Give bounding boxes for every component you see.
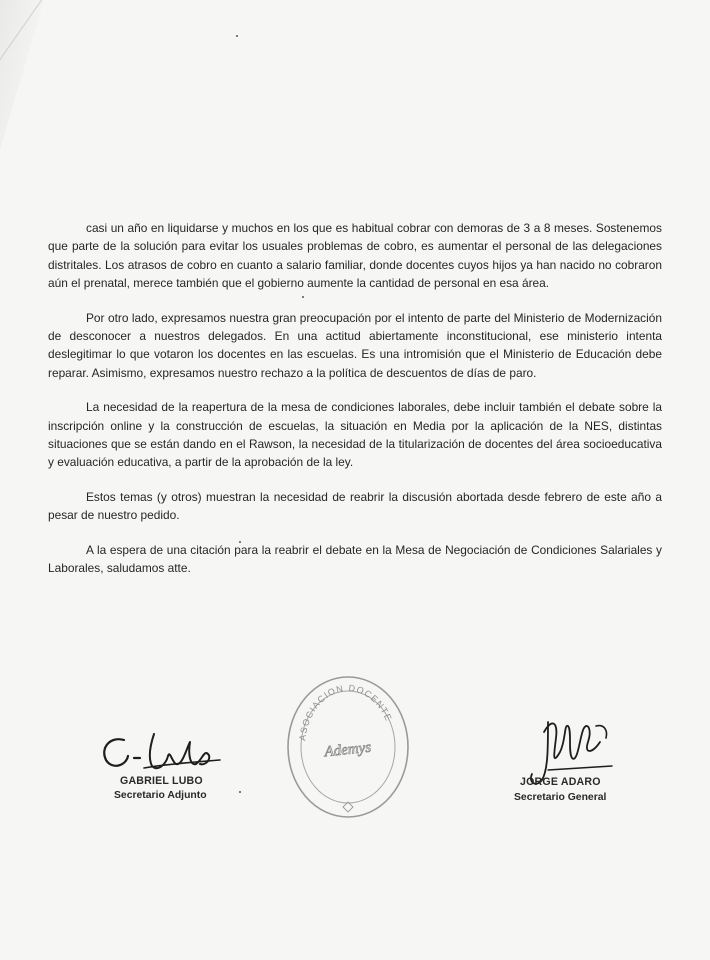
signer-name-left: GABRIEL LUBO — [120, 775, 203, 787]
handwritten-signature-left — [96, 728, 226, 778]
scan-speck — [239, 791, 241, 793]
seal-ring-text: ASOCIACION DOCENTE — [297, 682, 394, 742]
letter-body — [48, 219, 662, 594]
paragraph-2: Por otro lado, expresamos nuestra gran preocupación por el intento de parte del Ministerio de Modernización de desconocer a nuestros delegados. En una actitud abiertamente inconstitucional, ese ministerio intenta deslegitimar lo que votaron los docentes en las escuelas. Es una intromisión que el Ministerio de Educación debe reparar. Asimismo, expresamos nuestro rechazo a la política de descuentos de días de paro. — [48, 310, 662, 380]
paragraph-1: casi un año en liquidarse y muchos en los que es habitual cobrar con demoras de 3 a 8 meses. Sostenemos que parte de la solución para evitar los usuales problemas de cobro, es aumentar el personal de las delegaciones distritales. Los atrasos de cobro en cuanto a salario familiar, donde docentes cuyos hijos ya han nacido no cobraron aún el prenatal, merece también que el gobierno aumente la cantidad de personal en esa área. — [48, 221, 662, 291]
paragraph-4: Estos temas (y otros) muestran la necesidad de reabrir la discusión abortada desde febrero de este año a pesar de nuestro pedido. — [48, 489, 662, 523]
association-seal — [283, 672, 413, 822]
seal-center-text: Ademys — [323, 739, 372, 761]
signer-role-left: Secretario Adjunto — [114, 790, 207, 801]
scan-speck — [236, 35, 238, 37]
signer-role-right: Secretario General — [514, 792, 607, 803]
paragraph-3: La necesidad de la reapertura de la mesa de condiciones laborales, debe incluir también el debate sobre la inscripción online y la construcción de escuelas, la situación en Media por la aplicación de la NES, distintas situaciones que se están dando en el Rawson, la necesidad de la titularización de docentes del área socioeducativa y evaluación educativa, a partir de la aprobación de la ley. — [48, 400, 662, 470]
folded-corner — [0, 0, 44, 150]
signer-name-right: JORGE ADARO — [520, 776, 601, 788]
paragraph-5: A la espera de una citación para la reabrir el debate en la Mesa de Negociación de Condiciones Salariales y Laborales, saludamos atte. — [48, 542, 662, 576]
